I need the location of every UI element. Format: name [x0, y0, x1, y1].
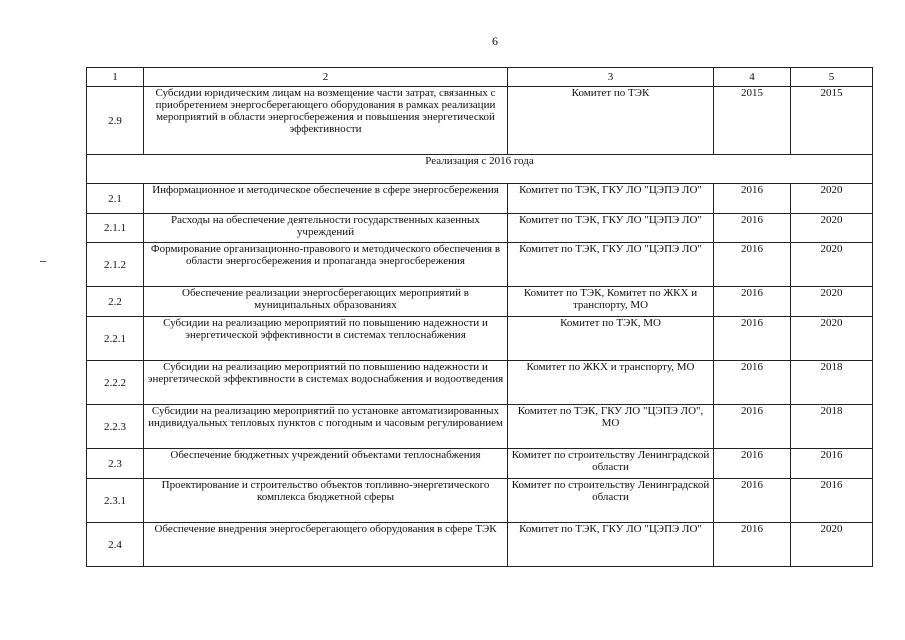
row-number: 2.2.3	[87, 405, 144, 449]
start-year: 2016	[714, 523, 791, 567]
executor: Комитет по ТЭК, ГКУ ЛО "ЦЭПЭ ЛО"	[508, 184, 714, 214]
table-row	[87, 523, 873, 567]
end-year: 2018	[791, 361, 873, 405]
measure-name: Расходы на обеспечение деятельности государственных казенных учреждений	[144, 214, 508, 243]
header-cell: 4	[714, 68, 791, 87]
executor: Комитет по ТЭК, ГКУ ЛО "ЦЭПЭ ЛО"	[508, 243, 714, 287]
table-row	[87, 317, 873, 361]
start-year: 2016	[714, 243, 791, 287]
header-cell: 1	[87, 68, 144, 87]
start-year: 2016	[714, 361, 791, 405]
row-number: 2.1	[87, 184, 144, 214]
row-number: 2.4	[87, 523, 144, 567]
table-row	[87, 243, 873, 287]
end-year: 2015	[791, 87, 873, 155]
executor: Комитет по ТЭК, ГКУ ЛО "ЦЭПЭ ЛО", МО	[508, 405, 714, 449]
table-row	[87, 449, 873, 479]
start-year: 2016	[714, 317, 791, 361]
table-row	[87, 214, 873, 243]
measure-name: Информационное и методическое обеспечение в сфере энергосбережения	[144, 184, 508, 214]
executor: Комитет по ТЭК, ГКУ ЛО "ЦЭПЭ ЛО"	[508, 214, 714, 243]
start-year: 2016	[714, 449, 791, 479]
measure-name: Обеспечение внедрения энергосберегающего оборудования в сфере ТЭК	[144, 523, 508, 567]
start-year: 2016	[714, 405, 791, 449]
executor: Комитет по строительству Ленинградской области	[508, 449, 714, 479]
row-number: 2.1.2	[87, 243, 144, 287]
executor: Комитет по ЖКХ и транспорту, МО	[508, 361, 714, 405]
start-year: 2016	[714, 184, 791, 214]
executor: Комитет по ТЭК, Комитет по ЖКХ и транспорту, МО	[508, 287, 714, 317]
measure-name: Обеспечение бюджетных учреждений объектами теплоснабжения	[144, 449, 508, 479]
row-number: 2.1.1	[87, 214, 144, 243]
table-row	[87, 479, 873, 523]
executor: Комитет по строительству Ленинградской области	[508, 479, 714, 523]
measure-name: Субсидии на реализацию мероприятий по установке автоматизированных индивидуальных тепловых пунктов с погодным и часовым регулированием	[144, 405, 508, 449]
measure-name: Субсидии на реализацию мероприятий по повышению надежности и энергетической эффективности в системах водоснабжения и водоотведения	[144, 361, 508, 405]
section-row	[87, 155, 873, 184]
start-year: 2016	[714, 214, 791, 243]
start-year: 2016	[714, 287, 791, 317]
margin-mark	[40, 261, 46, 262]
row-number: 2.3.1	[87, 479, 144, 523]
executor: Комитет по ТЭК, МО	[508, 317, 714, 361]
table-row	[87, 405, 873, 449]
table-row	[87, 361, 873, 405]
table-row	[87, 87, 873, 155]
row-number: 2.2.2	[87, 361, 144, 405]
table-row	[87, 287, 873, 317]
measure-name: Обеспечение реализации энергосберегающих мероприятий в муниципальных образованиях	[144, 287, 508, 317]
measure-name: Формирование организационно-правового и методического обеспечения в области энергосбережения и пропаганда энергосбережения	[144, 243, 508, 287]
measures-table	[86, 67, 873, 567]
row-number: 2.2	[87, 287, 144, 317]
row-number: 2.3	[87, 449, 144, 479]
end-year: 2018	[791, 405, 873, 449]
header-cell: 5	[791, 68, 873, 87]
end-year: 2020	[791, 523, 873, 567]
header-row	[87, 68, 873, 87]
page-number: 6	[492, 34, 498, 48]
end-year: 2020	[791, 317, 873, 361]
end-year: 2020	[791, 287, 873, 317]
row-number: 2.9	[87, 87, 144, 155]
executor: Комитет по ТЭК	[508, 87, 714, 155]
start-year: 2016	[714, 479, 791, 523]
table-row	[87, 184, 873, 214]
end-year: 2020	[791, 214, 873, 243]
start-year: 2015	[714, 87, 791, 155]
executor: Комитет по ТЭК, ГКУ ЛО "ЦЭПЭ ЛО"	[508, 523, 714, 567]
measure-name: Субсидии на реализацию мероприятий по повышению надежности и энергетической эффективности в системах теплоснабжения	[144, 317, 508, 361]
section-title: Реализация с 2016 года	[87, 155, 873, 184]
row-number: 2.2.1	[87, 317, 144, 361]
measure-name: Проектирование и строительство объектов топливно-энергетического комплекса бюджетной сферы	[144, 479, 508, 523]
measure-name: Субсидии юридическим лицам на возмещение части затрат, связанных с приобретением энергосберегающего оборудования в рамках реализации мероприятий в области энергосбережения и повышения энергетической эффективности	[144, 87, 508, 155]
header-cell: 2	[144, 68, 508, 87]
end-year: 2020	[791, 243, 873, 287]
end-year: 2020	[791, 184, 873, 214]
end-year: 2016	[791, 449, 873, 479]
header-cell: 3	[508, 68, 714, 87]
end-year: 2016	[791, 479, 873, 523]
